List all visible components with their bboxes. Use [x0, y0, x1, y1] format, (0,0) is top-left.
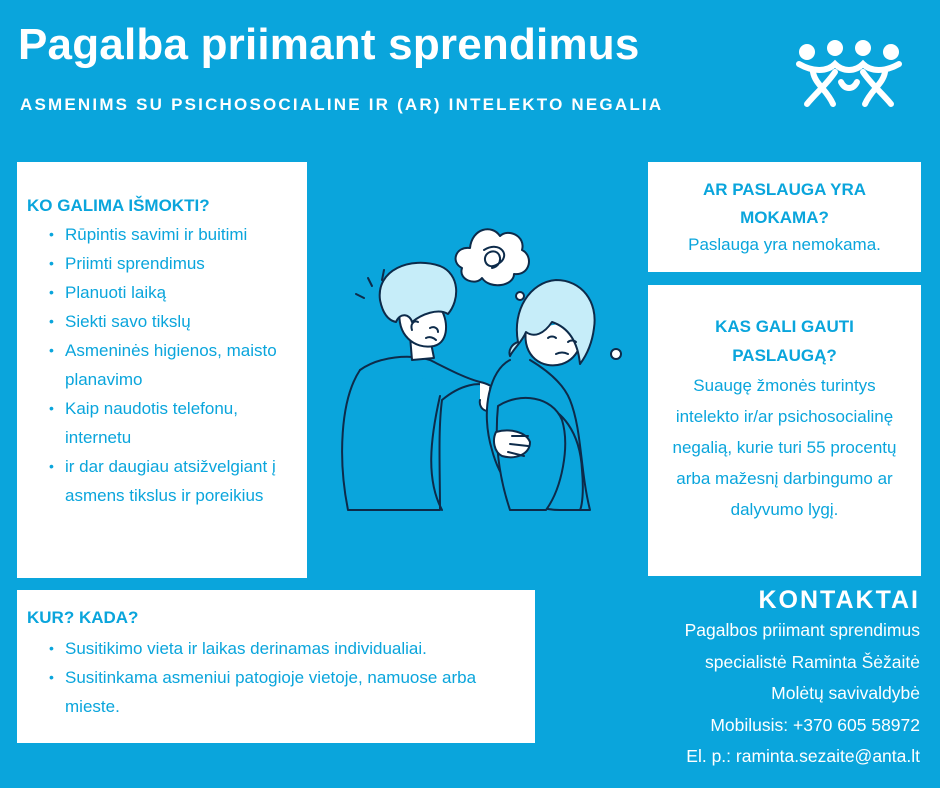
- where-card: [17, 590, 535, 743]
- contact-line: specialistė Raminta Šėžaitė: [705, 651, 920, 672]
- people-illustration: [330, 210, 650, 550]
- where-heading: KUR? KADA?: [27, 608, 139, 627]
- who-text: Suaugę žmonės turintys intelekto ir/ar psichosocialinę negalią, kurie turi 55 procentų arba mažesnį darbingumo ar dalyvumo lygį.: [672, 376, 897, 519]
- list-item: • Planuoti laiką: [45, 278, 307, 307]
- people-logo-icon: [793, 38, 905, 114]
- page-subtitle: ASMENIMS SU PSICHOSOCIALINE IR (AR) INTELEKTO NEGALIA: [20, 95, 664, 114]
- learn-heading: KO GALIMA IŠMOKTI?: [27, 196, 210, 215]
- list-item: • Susitikimo vieta ir laikas derinamas individualiai.: [45, 634, 497, 663]
- list-item: • Asmeninės higienos, maisto planavimo: [45, 336, 307, 394]
- contact-line: Molėtų savivaldybė: [771, 683, 920, 703]
- paid-card: [648, 162, 921, 272]
- learn-list: [27, 220, 307, 510]
- list-item: • Siekti savo tikslų: [45, 307, 307, 336]
- page-title: Pagalba priimant sprendimus: [18, 20, 640, 69]
- contact-email: El. p.: raminta.sezaite@anta.lt: [686, 746, 920, 766]
- paid-text: Paslauga yra nemokama.: [688, 235, 881, 254]
- contacts-heading: KONTAKTAI: [758, 586, 920, 614]
- who-heading: KAS GALI GAUTI PASLAUGĄ?: [715, 317, 854, 365]
- paid-heading: AR PASLAUGA YRA MOKAMA?: [702, 180, 867, 227]
- learn-card: [17, 162, 307, 578]
- list-item: • ir dar daugiau atsižvelgiant į asmens tikslus ir poreikius: [45, 452, 307, 510]
- list-item: • Priimti sprendimus: [45, 249, 307, 278]
- list-item: • Kaip naudotis telefonu, internetu: [45, 394, 307, 452]
- contact-line: Pagalbos priimant sprendimus: [684, 620, 920, 640]
- contact-phone: Mobilusis: +370 605 58972: [710, 714, 920, 735]
- list-item: • Rūpintis savimi ir buitimi: [45, 220, 307, 249]
- where-list: [27, 634, 497, 721]
- contacts-section: [600, 586, 920, 773]
- who-card: [648, 285, 921, 576]
- list-item: • Susitinkama asmeniui patogioje vietoje, namuose arba mieste.: [45, 663, 497, 721]
